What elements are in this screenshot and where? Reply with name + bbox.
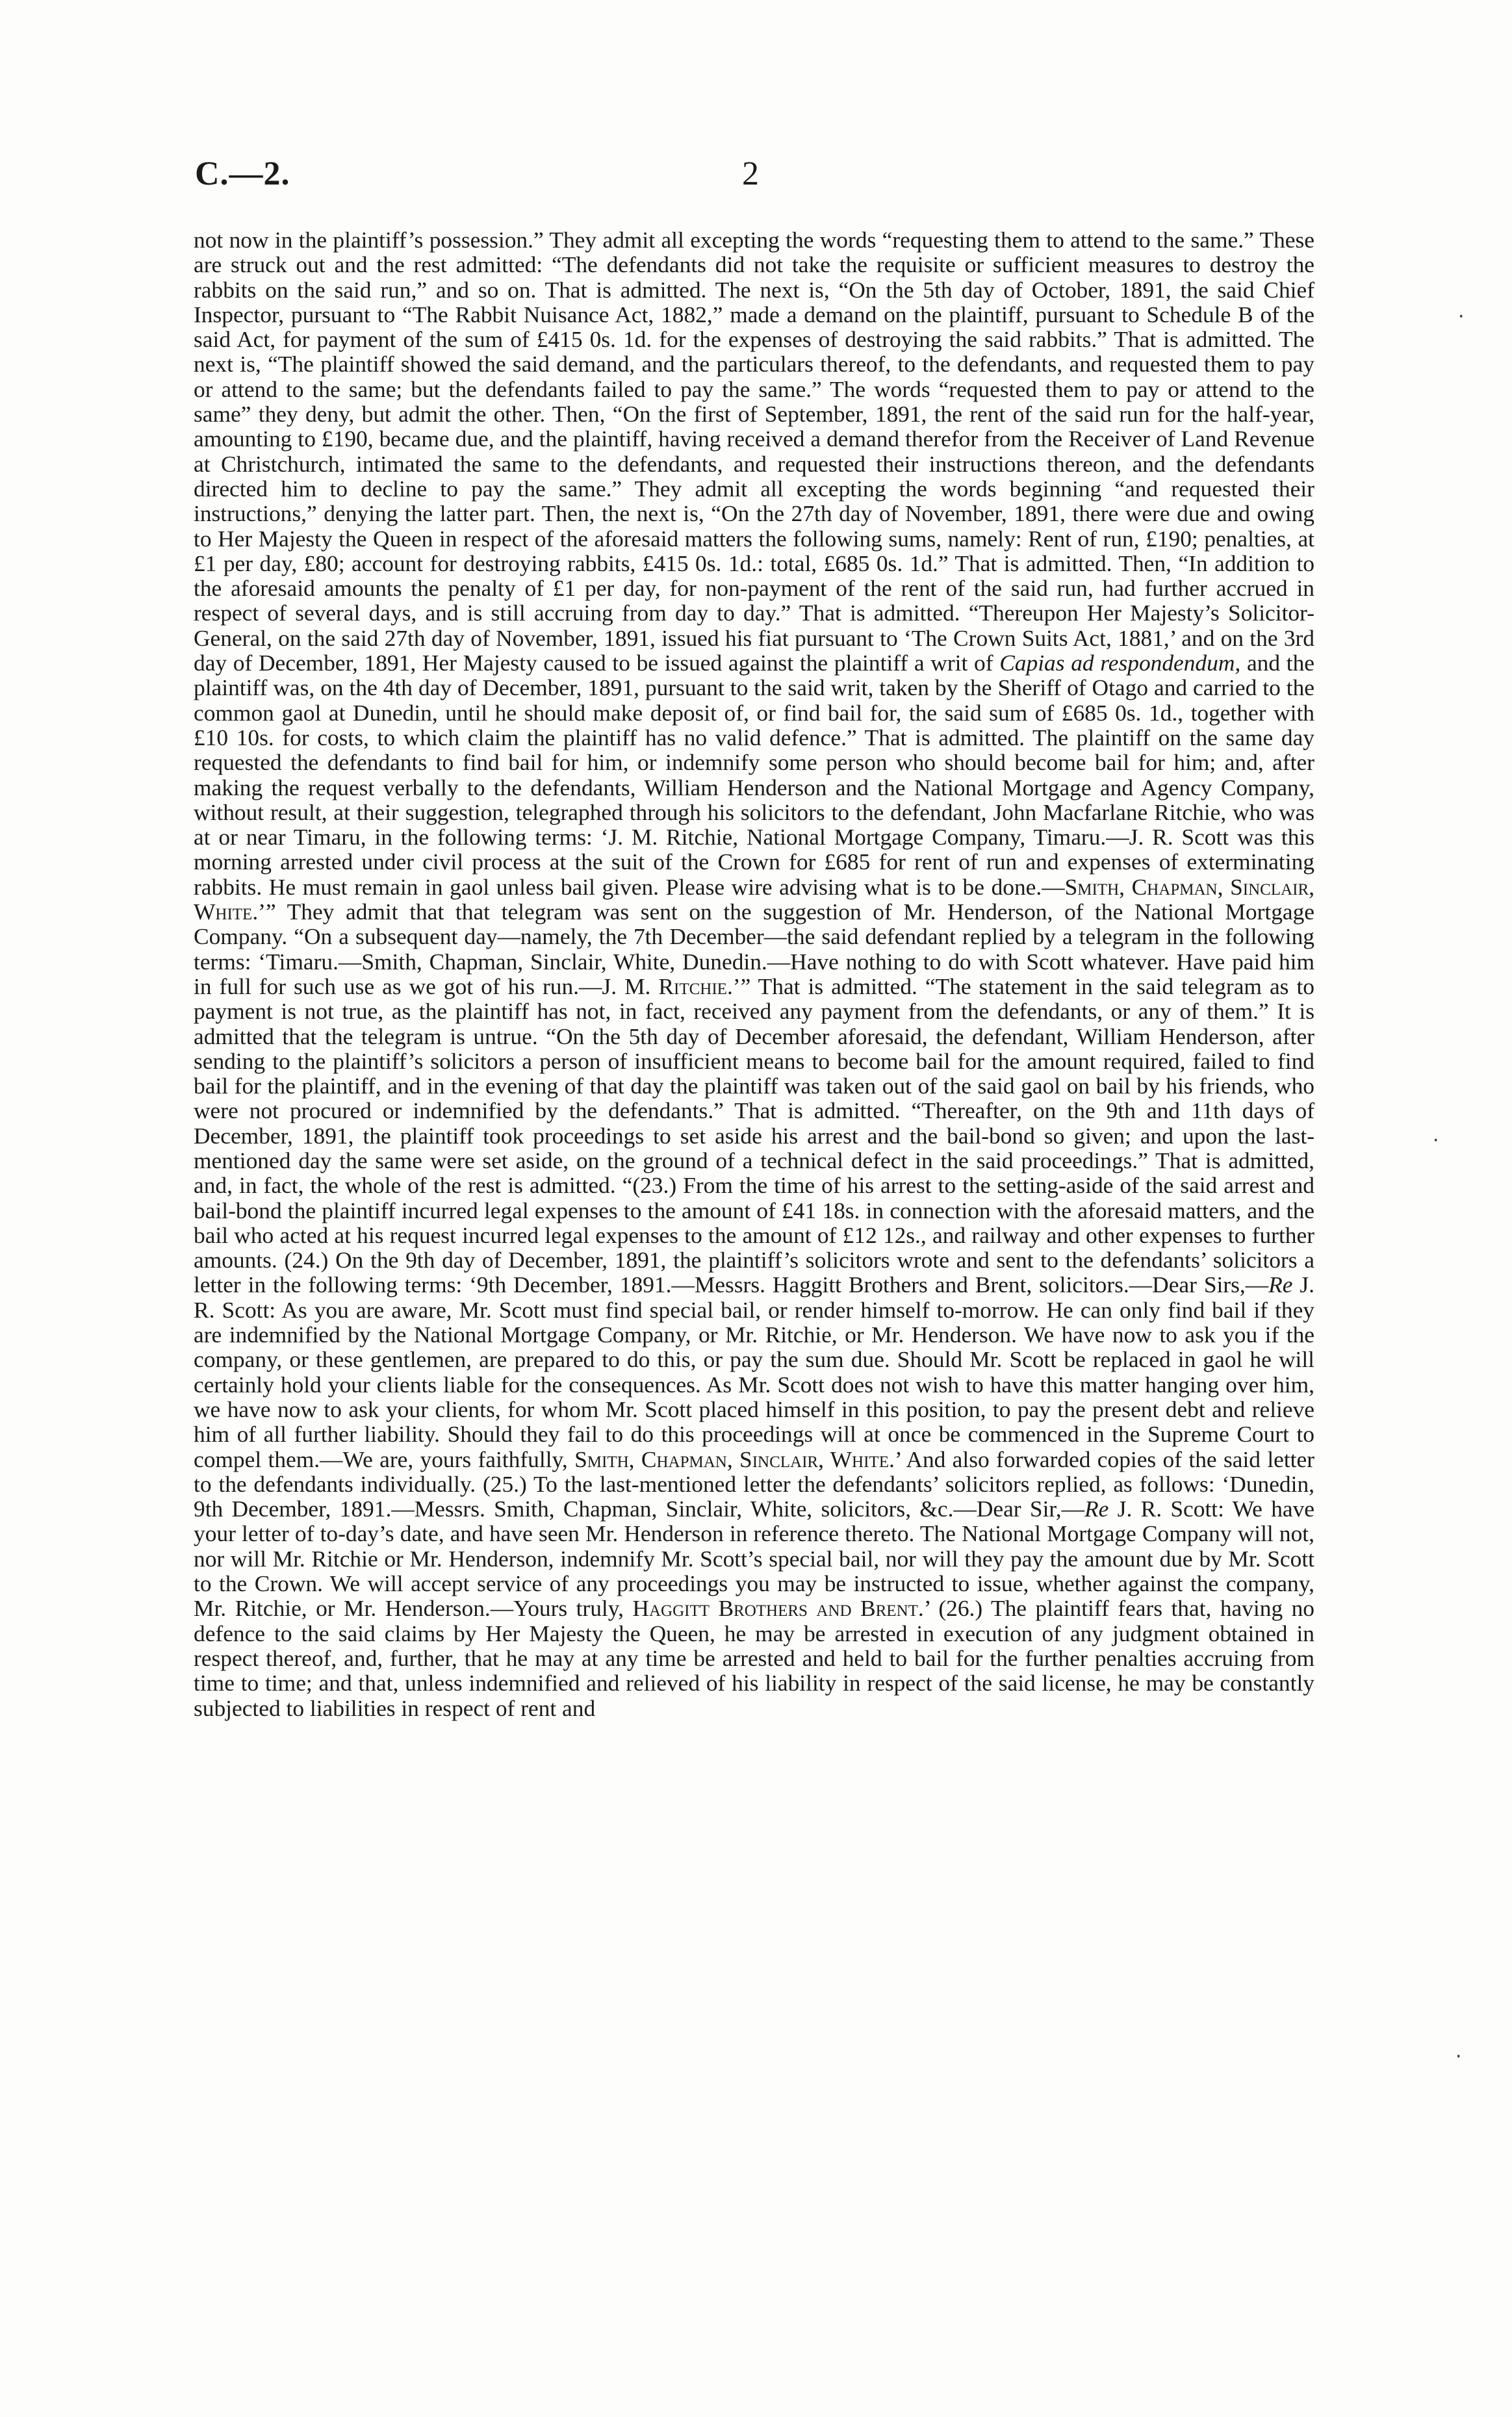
signature-smallcaps: Haggitt Brothers and Brent (632, 1595, 918, 1622)
body-text (194, 227, 1314, 1720)
text-run: .’ And also forwarded copies of the said letter to the defendants individually. (25.) To the last-mentioned letter the defendants’ solicitors replied, as follows: ‘Dunedin, 9th December, 1891.—Messrs. Smith, Chapman, Sinclair, White, solicitors, &c.—Dear Sir,— (194, 1446, 1315, 1522)
text-run: not now in the plaintiff’s possession.” They admit all excepting the words “requesting them to attend to the same.” These are struck out and the rest admitted: “The defendants did not take the requisite or sufficient measures to destroy the rabbits on the said run,” and so on. That is admitted. The next is, “On the 5th day of October, 1891, the said Chief Inspector, pursuant to “The Rabbit Nuisance Act, 1882,” made a demand on the plaintiff, pursuant to Schedule B of the said Act, for payment of the sum of £415 0s. 1d. for the expenses of destroying the said rabbits.” That is admitted. The next is, “The plaintiff showed the said demand, and the particulars thereof, to the defendants, and requested them to pay or attend to the same; but the defendants failed to pay the same.” The words “requested them to pay or attend to the same” they deny, but admit the other. Then, “On the first of September, 1891, the rent of the said run for the half-year, amounting to £190, became due, and the plaintiff, having received a demand therefor from the Receiver of Land Revenue at Christchurch, intimated the same to the defendants, and requested their instructions thereon, and the defendants directed him to decline to pay the same.” They admit all excepting the words beginning “and requested their instructions,” denying the latter part. Then, the next is, “On the 27th day of November, 1891, there were due and owing to Her Majesty the Queen in respect of the aforesaid matters the following sums, namely: Rent of run, £190; penalties, at £1 per day, £80; account for destroying rabbits, £415 0s. 1d.: total, £685 0s. 1d.” That is admitted. Then, “In addition to the aforesaid amounts the penalty of £1 per day, for non-payment of the rent of the said run, had further accrued in respect of several days, and is still accruing from day to day.” That is admitted. “Thereupon Her Majesty’s Solicitor-General, on the said 27th day of November, 1891, issued his fiat pursuant to ‘The Crown Suits Act, 1881,’ and on the 3rd day of December, 1891, Her Majesty caused to be issued against the plaintiff a writ of (194, 227, 1314, 676)
margin-tick-mark: · (1455, 2045, 1462, 2068)
margin-tick-mark: · (1433, 1129, 1439, 1152)
page-header (195, 155, 1313, 200)
text-run: .’ (26.) The plaintiff fears that, having no defence to the said claims by Her Majesty the Queen, he may be arrested in execution of any judgment obtained in respect thereof, and, further, that he may at any time be arrested and held to bail for the further penalties accruing from time to time; and that, unless indemnified and relieved of his liability in respect of the said license, he may be constantly subjected to liabilities in respect of rent and (194, 1595, 1314, 1721)
text-run: J. R. Scott: As you are aware, Mr. Scott must find special bail, or render himself to-morrow. He can only find bail if they are indemnified by the National Mortgage Company, or Mr. Ritchie, or Mr. Henderson. We have now to ask you if the company, or these gentlemen, are prepared to do this, or pay the sum due. Should Mr. Scott be replaced in gaol he will certainly hold your clients liable for the consequences. As Mr. Scott does not wish to have this matter hanging over him, we have now to ask your clients, for whom Mr. Scott placed himself in this position, to pay the present debt and relieve him of all further liability. Should they fail to do this proceedings will at once be commenced in the Supreme Court to compel them.—We are, yours faithfully, (194, 1272, 1315, 1472)
signature-smallcaps: Smith, Chapman, Sinclair, White (574, 1446, 889, 1472)
body-paragraph (194, 227, 1314, 1720)
text-run: and the plaintiff was, on the 4th day of December, 1891, pursuant to the said writ, taken by the Sheriff of Otago and carried to the common gaol at Dunedin, until he should make deposit of, or find bail for, the said sum of £685 0s. 1d., together with £10 10s. for costs, to which claim the plaintiff has no valid defence.” That is admitted. The plaintiff on the same day requested the defendants to find bail for him, or indemnify some person who should become bail for him; and, after making the request verbally to the defendants, William Henderson and the National Mortgage and Agency Company, without result, at their suggestion, telegraphed through his solicitors to the defendant, John Macfarlane Ritchie, who was at or near Timaru, in the following terms: ‘J. M. Ritchie, National Mortgage Company, Timaru.—J. R. Scott was this morning arrested under civil process at the suit of the Crown for £685 for rent of run and expenses of exterminating rabbits. He must remain in gaol unless bail given. Please wire advising what is to be done.— (194, 650, 1314, 900)
text-run: .’” They admit that that telegram was sent on the suggestion of Mr. Henderson, of the National Mortgage Company. “On a subsequent day—namely, the 7th December—the said defendant replied by a telegram in the following terms: ‘Timaru.—Smith, Chapman, Sinclair, White, Dunedin.—Have nothing to do with Scott whatever. Have paid him in full for such use as we got of his run.— (194, 899, 1314, 999)
margin-tick-mark: · (1458, 305, 1465, 328)
text-run: J. R. Scott: We have your letter of to-day’s date, and have seen Mr. Henderson in reference thereto. The National Mortgage Company will not, nor will Mr. Ritchie or Mr. Henderson, indemnify Mr. Scott’s special bail, nor will they pay the amount due by Mr. Scott to the Crown. We will accept service of any proceedings you may be instructed to issue, whether against the company, Mr. Ritchie, or Mr. Henderson.—Yours truly, (194, 1496, 1314, 1622)
page-number: 2 (742, 155, 759, 192)
italic-latin-phrase: Capias ad respondendum, (999, 650, 1241, 676)
italic-re: Re (1268, 1272, 1293, 1298)
text-run: .’” That is admitted. “The statement in the said telegram as to payment is not true, as the plaintiff has not, in fact, received any payment from the defendants, or any of them.” It is admitted that the telegram is untrue. “On the 5th day of December aforesaid, the defendant, William Henderson, after sending to the plaintiff’s solicitors a person of insufficient means to become bail for the amount required, failed to find bail for the plaintiff, and in the evening of that day the plaintiff was taken out of the said gaol on bail by his friends, who were not procured or indemnified by the defendants.” That is admitted. “Thereafter, on the 9th and 11th days of December, 1891, the plaintiff took proceedings to set aside his arrest and the bail-bond so given; and upon the last-mentioned day the same were set aside, on the ground of a technical defect in the said proceedings.” That is admitted, and, in fact, the whole of the rest is admitted. “(23.) From the time of his arrest to the setting-aside of the said arrest and bail-bond the plaintiff incurred legal expenses to the amount of £41 18s. in connection with the aforesaid matters, and the bail who acted at his request incurred legal expenses to the amount of £12 12s., and railway and other expenses to further amounts. (24.) On the 9th day of December, 1891, the plaintiff’s solicitors wrote and sent to the defendants’ solicitors a letter in the following terms: ‘9th December, 1891.—Messrs. Haggitt Brothers and Brent, solicitors.—Dear Sirs,— (194, 973, 1314, 1298)
document-reference: C.—2. (195, 155, 290, 192)
signature-smallcaps: J. M. Ritchie (602, 973, 727, 999)
italic-re: Re (1084, 1496, 1109, 1522)
signature-smallcaps: Smith, Chapman, Sinclair, White (194, 873, 1314, 925)
